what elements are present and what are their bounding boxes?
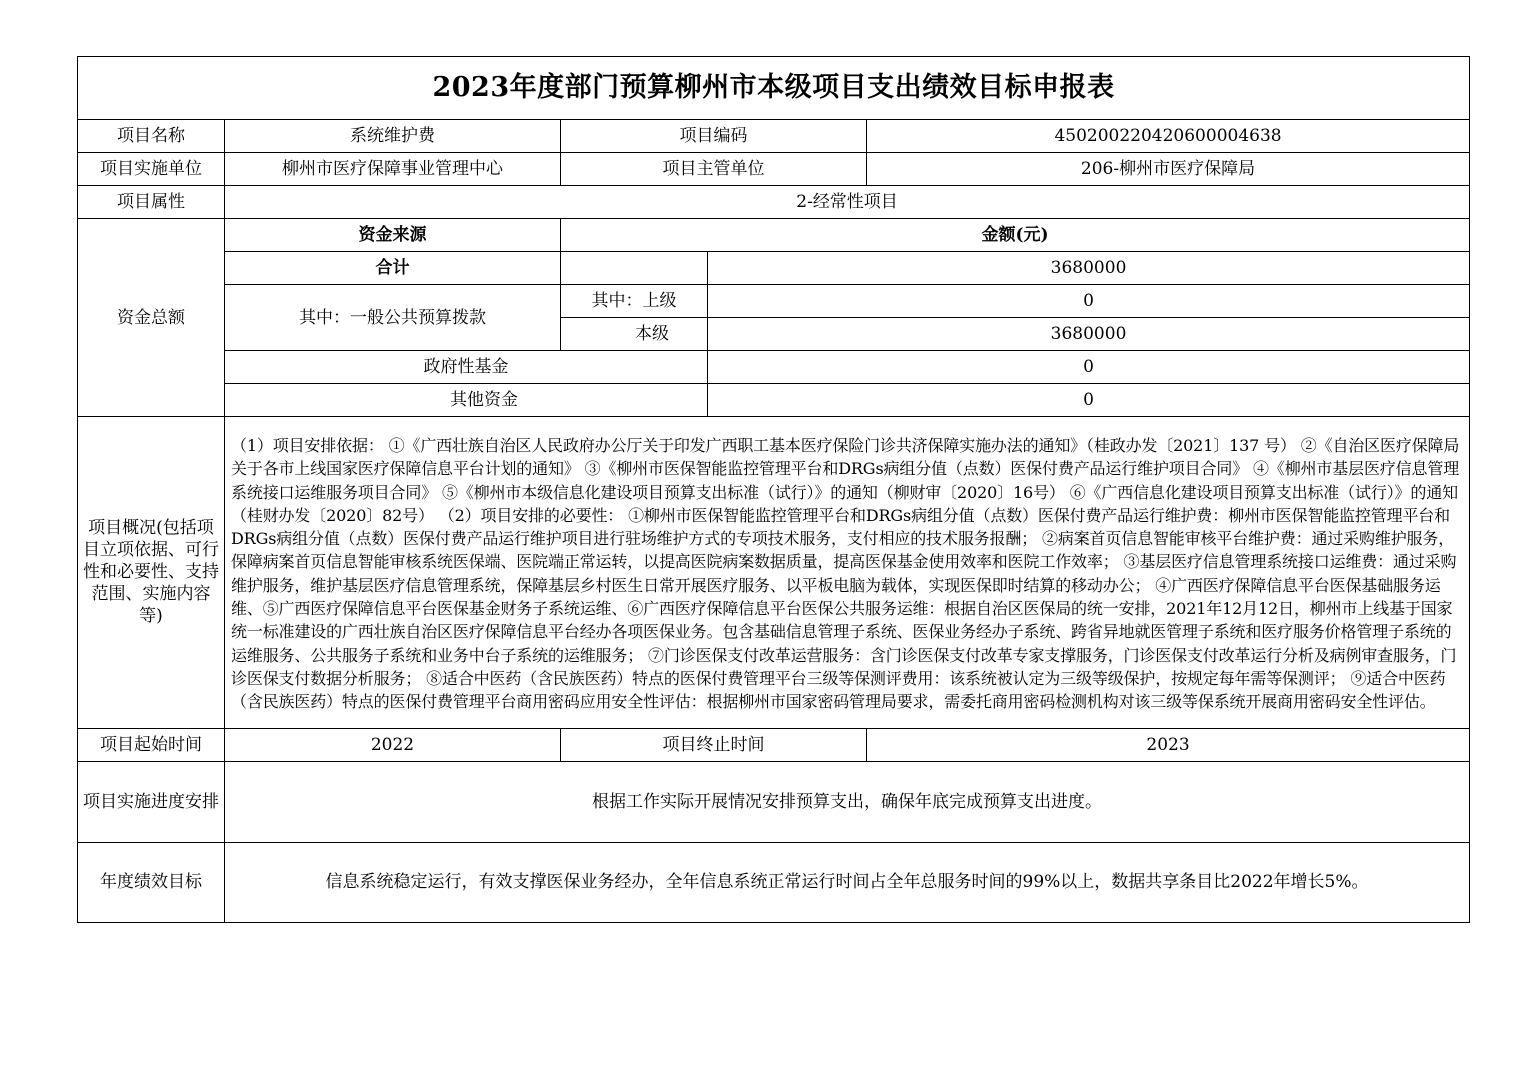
attribute-value: 2-经常性项目 [225, 186, 1470, 219]
overview-text: （1）项目安排依据： ①《广西壮族自治区人民政府办公厅关于印发广西职工基本医疗保险门诊共济保障实施办法的通知》（桂政办发〔2021〕137 号） ②《自治区医疗保障局关于各市上线国家医疗保障信息平台计划的通知》 ③《柳州市医保智能监控管理平台和DRGs病组分值（点数）医保付费产品运行维护项目合同》 ④《柳州市基层医疗信息管理系统接口运维服务项目合同》 ⑤《柳州市本级信息化建设项目预算支出标准（试行）》的通知（柳财审〔2020〕16号） ⑥《广西信息化建设项目预算支出标准（试行）》的通知（桂财办发〔2020〕82号） （2）项目安排的必要性： ①柳州市医保智能监控管理平台和DRGs病组分值（点数）医保付费产品运行维护费：柳州市医保智能监控管理平台和DRGs病组分值（点数）医保付费产品运行维护项目进行驻场维护方式的专项技术服务，支付相应的技术服务报酬； ②病案首页信息智能审核平台维护费：通过采购维护服务，保障病案首页信息智能审核系统医保端、医院端正常运转，以提高医院病案数据质量，提高医保基金使用效率和医院工作效率； ③基层医疗信息管理系统接口运维费：通过采购维护服务，维护基层医疗信息管理系统，保障基层乡村医生日常开展医疗服务、以平板电脑为载体，实现医保即时结算的移动办公； ④广西医疗保障信息平台医保基础服务运维、⑤广西医疗保障信息平台医保基金财务子系统运维、⑥广西医疗保障信息平台医保公共服务运维：根据自治区医保局的统一安排，2021年12月12日，柳州市上线基于国家统一标准建设的广西壮族自治区医疗保障信息平台经办各项医保业务。包含基础信息管理子系统、医保业务经办子系统、跨省异地就医管理子系统和医疗服务价格管理子系统的运维服务、公共服务子系统和业务中台子系统的运维服务； ⑦门诊医保支付改革运营服务：含门诊医保支付改革专家支撑服务，门诊医保支付改革运行分析及病例审查服务，门诊医保支付数据分析服务； ⑧适合中医药（含民族医药）特点的医保付费管理平台三级等保测评费用：该系统被认定为三级等级保护，按规定每年需等保测评； ⑨适合中医药（含民族医药）特点的医保付费管理平台商用密码应用安全性评估：根据柳州市国家密码管理局要求，需委托商用密码检测机构对该三级等保系统开展商用密码安全性评估。 [225, 417, 1470, 729]
end-label: 项目终止时间 [561, 728, 867, 761]
funds-upper-label: 其中：上级 [561, 285, 708, 318]
impl-unit-label: 项目实施单位 [78, 153, 225, 186]
funds-total-label: 合计 [225, 252, 561, 285]
project-name-value: 系统维护费 [225, 120, 561, 153]
impl-unit-value: 柳州市医疗保障事业管理中心 [225, 153, 561, 186]
supervisor-value: 206-柳州市医疗保障局 [867, 153, 1470, 186]
funds-upper-value: 0 [708, 285, 1470, 318]
schedule-row [78, 761, 1470, 842]
target-label: 年度绩效目标 [78, 842, 225, 922]
funds-other-value: 0 [708, 384, 1470, 417]
funds-upper-row [78, 285, 1470, 318]
funds-gov-row [78, 351, 1470, 384]
funds-local-value: 3680000 [708, 318, 1470, 351]
funds-amount-header: 金额(元) [561, 219, 1470, 252]
budget-form-table [77, 56, 1470, 923]
impl-unit-row [78, 153, 1470, 186]
funds-general-label: 其中：一般公共预算拨款 [225, 285, 561, 351]
start-value: 2022 [225, 728, 561, 761]
funds-total-blank [561, 252, 708, 285]
funds-total-row [78, 252, 1470, 285]
funds-local-label: 本级 [561, 318, 708, 351]
funds-total-value: 3680000 [708, 252, 1470, 285]
project-code-value: 450200220420600004638 [867, 120, 1470, 153]
project-name-row [78, 120, 1470, 153]
period-row [78, 728, 1470, 761]
form-title: 2023年度部门预算柳州市本级项目支出绩效目标申报表 [78, 57, 1470, 120]
overview-label: 项目概况(包括项目立项依据、可行性和必要性、支持范围、实施内容等) [78, 417, 225, 729]
schedule-label: 项目实施进度安排 [78, 761, 225, 842]
end-value: 2023 [867, 728, 1470, 761]
funds-gov-label: 政府性基金 [225, 351, 708, 384]
funds-other-row [78, 384, 1470, 417]
start-label: 项目起始时间 [78, 728, 225, 761]
schedule-text: 根据工作实际开展情况安排预算支出，确保年底完成预算支出进度。 [225, 761, 1470, 842]
supervisor-label: 项目主管单位 [561, 153, 867, 186]
project-code-label: 项目编码 [561, 120, 867, 153]
funds-header-row [78, 219, 1470, 252]
title-row [78, 57, 1470, 120]
funds-other-label: 其他资金 [225, 384, 708, 417]
project-name-label: 项目名称 [78, 120, 225, 153]
funds-section-label: 资金总额 [78, 219, 225, 417]
funds-source-header: 资金来源 [225, 219, 561, 252]
funds-gov-value: 0 [708, 351, 1470, 384]
attribute-row [78, 186, 1470, 219]
target-text: 信息系统稳定运行，有效支撑医保业务经办，全年信息系统正常运行时间占全年总服务时间的99%以上，数据共享条目比2022年增长5%。 [225, 842, 1470, 922]
attribute-label: 项目属性 [78, 186, 225, 219]
overview-row [78, 417, 1470, 729]
target-row [78, 842, 1470, 922]
